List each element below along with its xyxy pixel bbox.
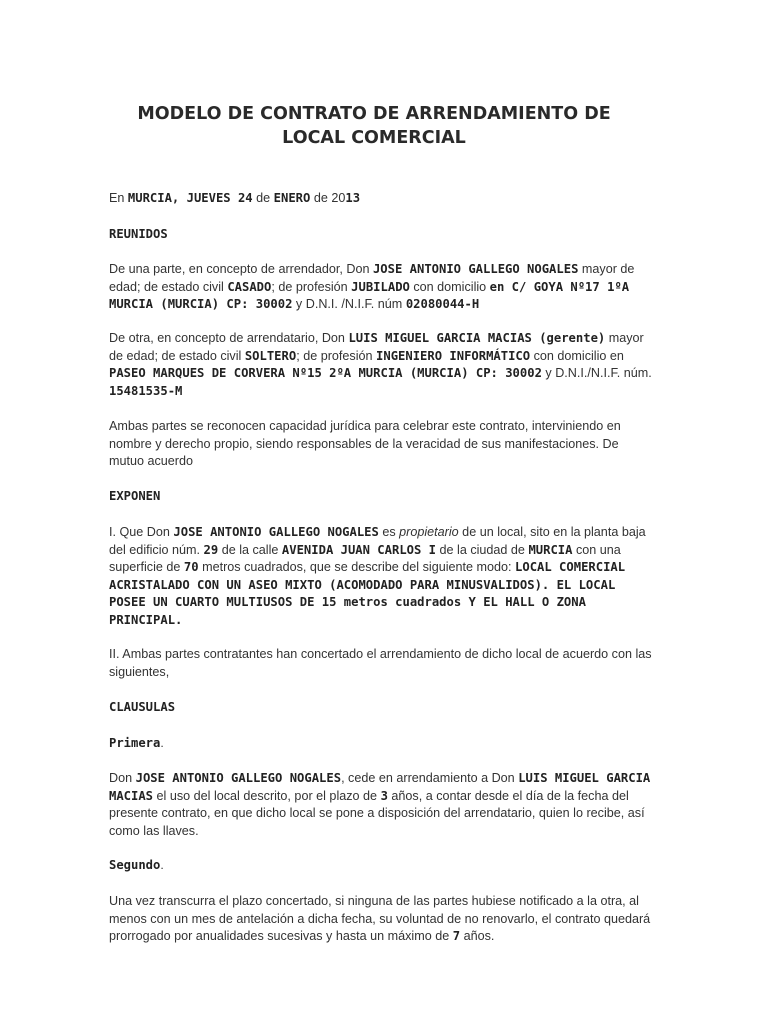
local-description: LOCAL COMERCIAL ACRISTALADO CON UN ASEO MIXTO (ACOMODADO PARA MINUSVALIDOS). EL LOCAL POSEE UN CUARTO MULTIUSOS DE 15 metros cuadrados Y EL HALL O ZONA PRINCIPAL. [109,560,626,627]
primera-arrendatario-name: LUIS MIGUEL GARCIA MACIAS [109,771,651,803]
arrendatario-profession: INGENIERO INFORMÁTICO [376,348,531,363]
paragraph-primera: Don JOSE ANTONIO GALLEGO NOGALES, cede en arrendamiento a Don LUIS MIGUEL GARCIA MACIAS el uso del local descrito, por el plazo de 3 años, a contar desde el día de la fecha del presente contrato, en que dicho local se pone a disposición del arrendatario, quien lo recibe, así como las llaves. [109,771,651,838]
paragraph-arrendador: De una parte, en concepto de arrendador, Don JOSE ANTONIO GALLEGO NOGALES mayor de edad; de estado civil CASADO; de profesión JUBILADO con domicilio en C/ GOYA Nº17 1ºA MURCIA (MURCIA) CP: 30002 y D.N.I. /N.I.F. núm 02080044-H [109,262,635,312]
paragraph-expone-2: II. Ambas partes contratantes han concertado el arrendamiento de dicho local de acuerdo con las siguientes, [109,647,652,679]
arrendador-dni: 02080044-H [405,297,480,312]
arrendatario-dni: 15481535-M [109,383,183,398]
propietario-name: JOSE ANTONIO GALLEGO NOGALES [173,525,379,539]
paragraph-arrendatario: De otra, en concepto de arrendatario, Don LUIS MIGUEL GARCIA MACIAS (gerente) mayor de edad; de estado civil SOLTERO; de profesión INGENIERO INFORMÁTICO con domicilio en PASEO MARQUES DE CORVERA Nº15 2ºA MURCIA (MURCIA) CP: 30002 y D.N.I./N.I.F. núm. 15481535-M [109,331,652,398]
arrendador-name: JOSE ANTONIO GALLEGO NOGALES [372,262,579,276]
segundo-max-years: 7 [452,929,461,944]
propietario-role: propietario [399,525,459,539]
title-line-2: LOCAL COMERCIAL [282,127,466,148]
title-line-1: MODELO DE CONTRATO DE ARRENDAMIENTO DE [137,103,611,124]
date-line: En MURCIA, JUEVES 24 de ENERO de 2013 [109,191,361,205]
date-month: ENERO [273,191,311,205]
date-year: 13 [345,191,361,205]
heading-exponen: EXPONEN [109,489,161,503]
paragraph-segundo: Una vez transcurra el plazo concertado, si ninguna de las partes hubiese notificado a la otra, al menos con un mes de antelación a dicha fecha, su voluntad de no renovarlo, el contrato quedará prorrogado por anualidades sucesivas y hasta un máximo de 7 años. [109,894,651,944]
surface-area: 70 [183,560,199,575]
document-title [109,102,639,150]
heading-segundo: Segundo. [109,858,164,872]
paragraph-expone-1: I. Que Don JOSE ANTONIO GALLEGO NOGALES es propietario de un local, sito en la planta baja del edificio núm. 29 de la calle AVENIDA JUAN CARLOS I de la ciudad de MURCIA con una superficie de 70 metros cuadrados, que se describe del siguiente modo: LOCAL COMERCIAL ACRISTALADO CON UN ASEO MIXTO (ACOMODADO PARA MINUSVALIDOS). EL LOCAL POSEE UN CUARTO MULTIUSOS DE 15 metros cuadrados Y EL HALL O ZONA PRINCIPAL. [109,525,646,627]
street-name: AVENIDA JUAN CARLOS I [281,542,437,557]
arrendador-address: en C/ GOYA Nº17 1ºA MURCIA (MURCIA) CP: 30002 [109,279,630,312]
arrendador-profession: JUBILADO [351,279,410,294]
arrendatario-name: LUIS MIGUEL GARCIA MACIAS (gerente) [348,331,606,345]
primera-years: 3 [380,788,388,803]
building-number: 29 [203,542,219,557]
primera-arrendador-name: JOSE ANTONIO GALLEGO NOGALES [135,771,342,785]
arrendatario-address: PASEO MARQUES DE CORVERA Nº15 2ºA MURCIA (MURCIA) CP: 30002 [109,366,542,381]
heading-reunidos: REUNIDOS [109,227,168,241]
date-city-day: MURCIA, JUEVES 24 [127,191,253,205]
heading-primera: Primera. [109,736,164,750]
city-name: MURCIA [528,542,573,557]
heading-clausulas: CLAUSULAS [109,700,176,714]
arrendatario-civil-status: SOLTERO [244,348,297,363]
paragraph-ambas-partes: Ambas partes se reconocen capacidad jurídica para celebrar este contrato, interviniendo en nombre y derecho propio, siendo responsables de la veracidad de sus manifestaciones. De mutuo acuerdo [109,419,621,469]
arrendador-civil-status: CASADO [227,279,272,294]
